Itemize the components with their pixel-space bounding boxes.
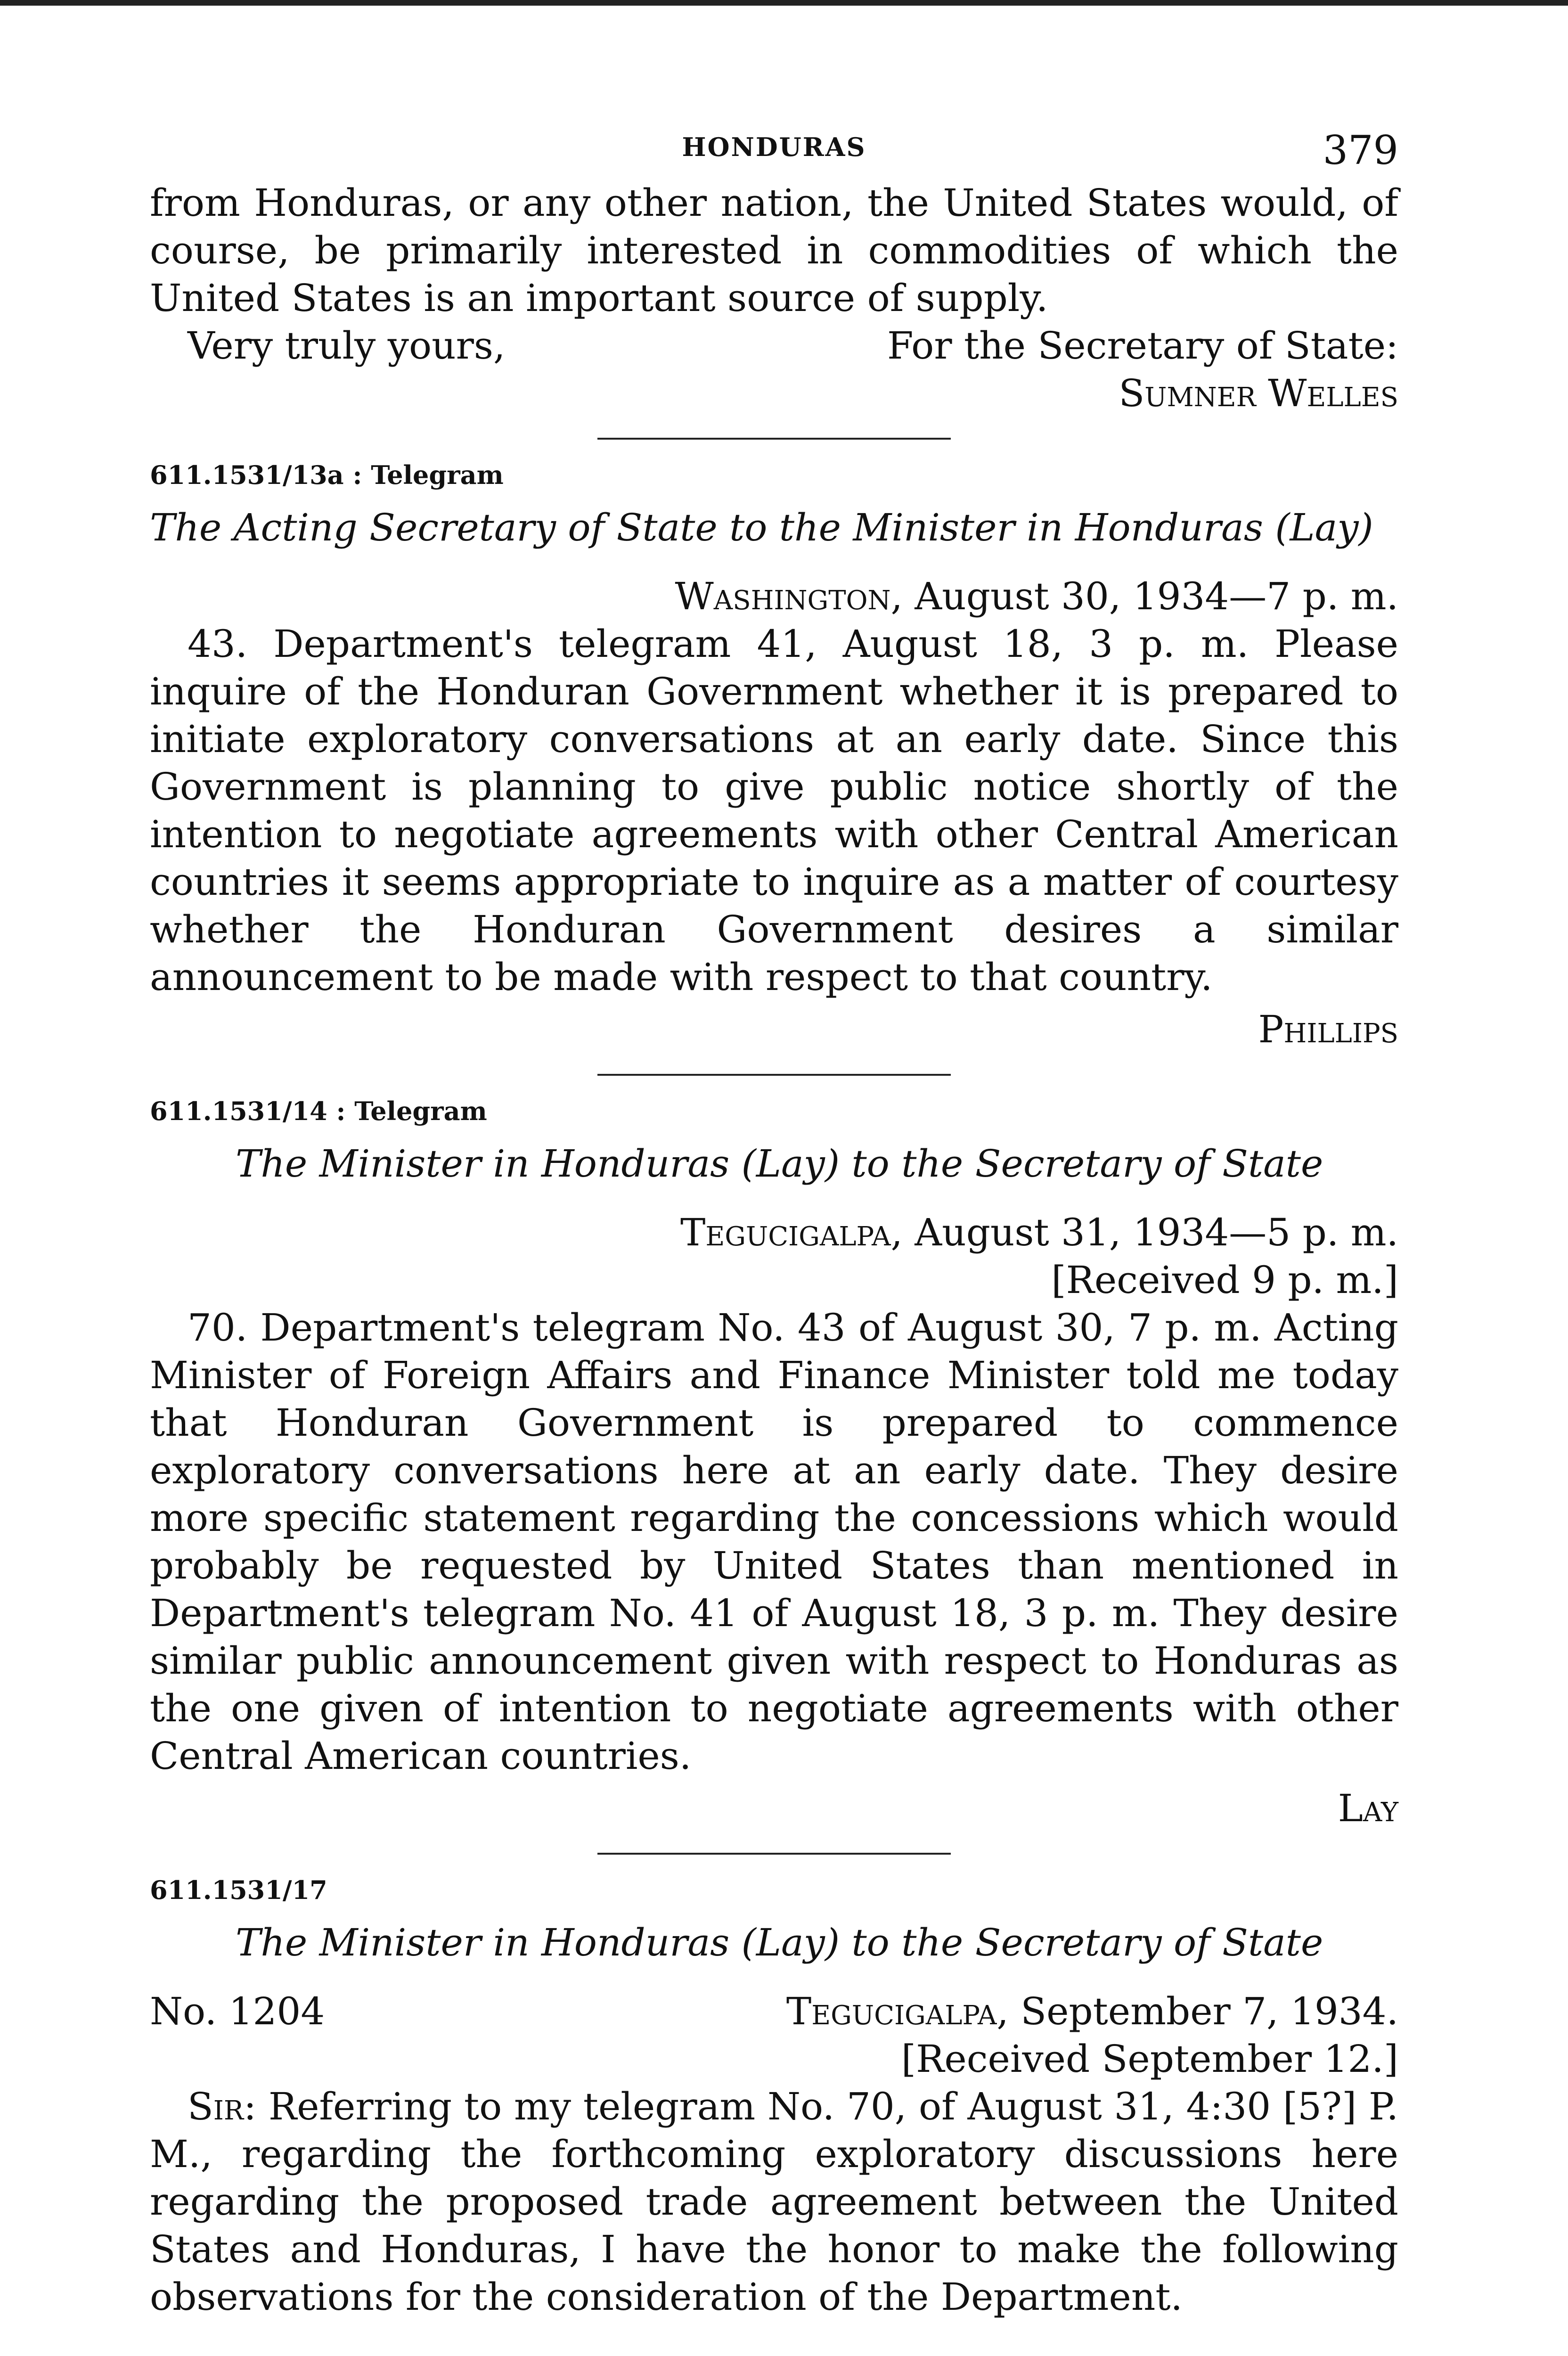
file-reference: 611.1531/13a : Telegram: [150, 460, 504, 490]
closing-text: Very truly yours,: [188, 324, 506, 368]
for-secretary-line: For the Secretary of State:: [887, 324, 1398, 368]
document-heading: The Minister in Honduras (Lay) to the Secretary of State: [236, 1142, 1323, 1186]
dateline: [150, 573, 1398, 620]
dateline: [786, 1988, 1398, 2035]
closing-row: [150, 322, 1398, 369]
document-heading: The Minister in Honduras (Lay) to the Secretary of State: [236, 1921, 1323, 1964]
running-title: HONDURAS: [682, 132, 866, 162]
intro-paragraph: from Honduras, or any other nation, the United States would, of course, be primarily interested in commodities of which the United States is an important source of supply.: [150, 181, 1398, 320]
section-divider: [597, 438, 951, 440]
received-note: [Received September 12.]: [901, 2037, 1398, 2081]
dateline-row: [150, 1988, 1398, 2035]
dateline-place: Tegucigalpa,: [786, 1989, 1009, 2033]
page-number: 379: [1323, 127, 1398, 173]
salutation: Sir:: [188, 2085, 257, 2128]
document-telegram-70: [150, 1095, 1398, 1832]
top-border-rule: [0, 0, 1568, 6]
intro-section: [150, 179, 1398, 417]
dateline-date: August 31, 1934—5 p. m.: [915, 1211, 1398, 1254]
dateline-date: September 7, 1934.: [1021, 1989, 1398, 2033]
telegram-body: 70. Department's telegram No. 43 of August 30, 7 p. m. Acting Minister of Foreign Affairs and Finance Minister told me today that Honduran Government is prepared to commence exploratory conversations here at an early date. They desire more specific statement regarding the concessions which would probably be requested by United States than mentioned in Department's telegram No. 41 of August 18, 3 p. m. They desire similar public announcement given with respect to Honduras as the one given of intention to negotiate agreements with other Central American countries.: [150, 1306, 1398, 1778]
dateline-place: Washington,: [675, 574, 903, 618]
dateline: [150, 1209, 1398, 1256]
document-despatch-1204: [150, 1873, 1398, 2321]
running-head: [150, 127, 1398, 179]
despatch-body-text: Referring to my telegram No. 70, of August 31, 4:30 [5?] P. M., regarding the forthcoming exploratory discussions here regarding the proposed trade agreement between the United States and Honduras, I have the honor to make the following observations for the consideration of the Department.: [150, 2085, 1398, 2319]
telegram-body: 43. Department's telegram 41, August 18, 3 p. m. Please inquire of the Honduran Government whether it is prepared to initiate exploratory conversations at an early date. Since this Government is planning to give public notice shortly of the intention to negotiate agreements with other Central American countries it seems appropriate to inquire as a matter of courtesy whether the Honduran Government desires a similar announcement to be made with respect to that country.: [150, 622, 1398, 999]
dateline-date: August 30, 1934—7 p. m.: [915, 574, 1398, 618]
received-note: [Received 9 p. m.]: [1051, 1258, 1398, 1302]
signature-welles: Sumner Welles: [1119, 371, 1398, 415]
dateline-place: Tegucigalpa,: [680, 1211, 903, 1254]
document-heading: The Acting Secretary of State to the Minister in Honduras (Lay): [150, 506, 1373, 549]
signature-phillips: Phillips: [1258, 1007, 1398, 1051]
section-divider: [597, 1074, 951, 1076]
despatch-number: No. 1204: [150, 1989, 325, 2033]
file-reference: 611.1531/17: [150, 1875, 327, 1905]
signature-lay: Lay: [1338, 1786, 1398, 1830]
document-telegram-43: [150, 458, 1398, 1053]
despatch-body: [150, 2083, 1398, 2321]
file-reference: 611.1531/14 : Telegram: [150, 1096, 487, 1126]
page-content: [150, 127, 1398, 2321]
section-divider: [597, 1853, 951, 1855]
